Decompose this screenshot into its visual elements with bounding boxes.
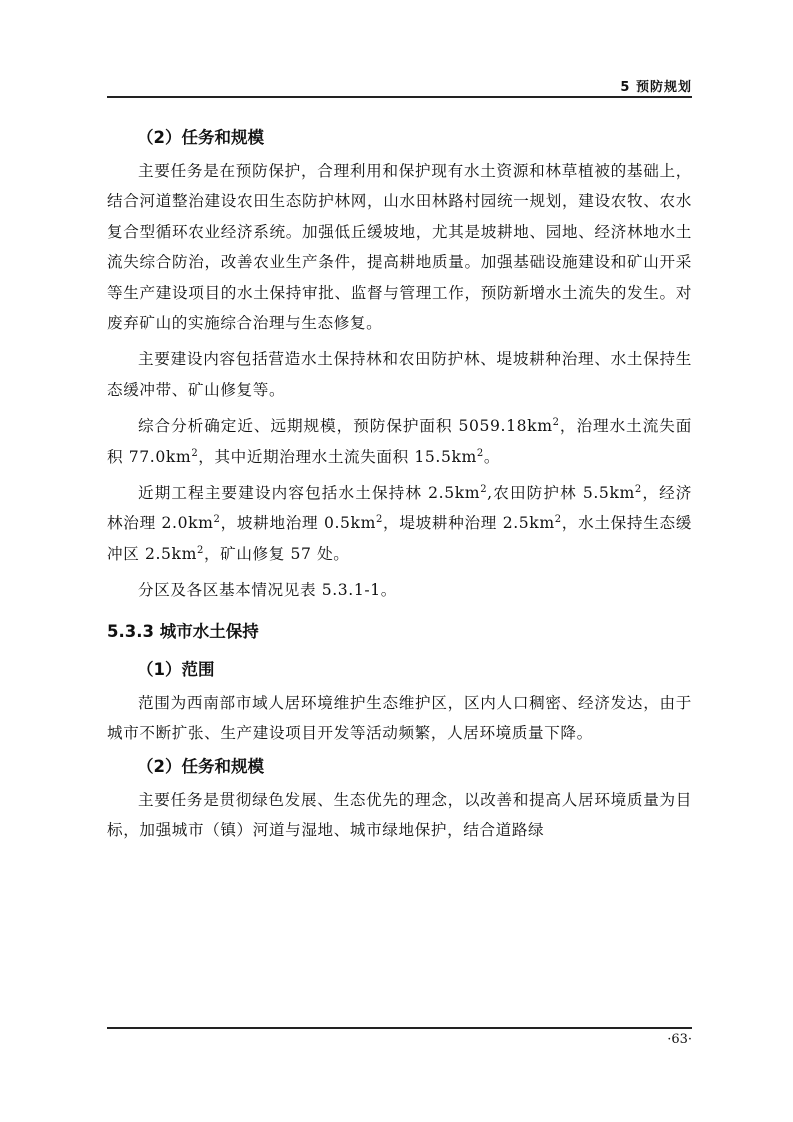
paragraph-main-tasks: 主要任务是在预防保护，合理利用和保护现有水土资源和林草植被的基础上，结合河道整治建设农田生态防护林网，山水田林路村园统一规划，建设农牧、农水复合型循环农业经济系统。加强低丘缓坡地，尤其是坡耕地、园地、经济林地水土流失综合防治，改善农业生产条件，提高耕地质量。加强基础设施建设和矿山开采等生产建设项目的水土保持审批、监督与管理工作，预防新增水土流失的发生。对废弃矿山的实施综合治理与生态修复。: [107, 162, 692, 333]
paragraph-table-ref: 分区及各区基本情况见表 5.3.1-1。: [138, 581, 397, 600]
page-number: ·63·: [667, 1032, 692, 1047]
paragraph-construction-content: 主要建设内容包括营造水土保持林和农田防护林、堤坡耕种治理、水土保持生态缓冲带、矿山修复等。: [107, 350, 692, 399]
subheading-scope: （1）范围: [137, 659, 215, 679]
paragraph-scale: 综合分析确定近、远期规模，预防保护面积 $5059.18km^2$，治理水土流失面积 $77.0km^2$，其中近期治理水土流失面积 $15.5km^2$。: [107, 417, 693, 466]
page-header: [107, 76, 692, 98]
header-rule: [107, 96, 692, 98]
footer-rule: [107, 1027, 692, 1029]
page-body: [107, 120, 692, 845]
subheading-tasks-scale-urban: （2）任务和规模: [137, 756, 264, 776]
paragraph-scope: 范围为西南部市域人居环境维护生态维护区，区内人口稠密、经济发达，由于城市不断扩张、生产建设项目开发等活动频繁，人居环境质量下降。: [107, 693, 692, 743]
chapter-title: 5 预防规划: [620, 80, 692, 95]
paragraph-near-term-works: 近期工程主要建设内容包括水土保持林 $2.5km^2$,农田防护林 $5.5km^2$，经济林治理 $2.0km^2$，坡耕地治理 $0.5km^2$，堤坡耕种治理 $2.5km^2$，水土保持生态缓冲区 $2.5km^2$，矿山修复 57 处。: [107, 483, 692, 563]
section-heading-urban-soil: 5.3.3 城市水土保持: [107, 621, 259, 641]
paragraph-urban-tasks: 主要任务是贯彻绿色发展、生态优先的理念，以改善和提高人居环境质量为目标，加强城市（镇）河道与湿地、城市绿地保护，结合道路绿: [107, 790, 692, 839]
section-heading-tasks-scale: （2）任务和规模: [137, 128, 264, 147]
